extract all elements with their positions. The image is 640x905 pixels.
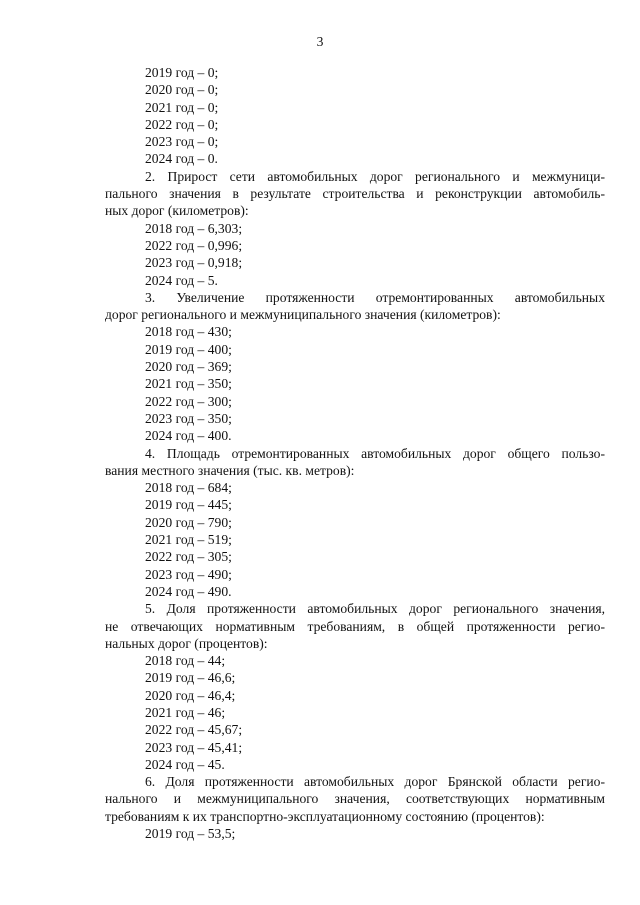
section-heading-line: 4. Площадь отремонтированных автомобильных дорог общего пользо- (145, 445, 605, 461)
year-value-line: 2020 год – 369; (145, 359, 232, 375)
year-value-line: 2024 год – 5. (145, 272, 218, 288)
year-value-line: 2023 год – 0,918; (145, 255, 243, 271)
year-value-line: 2020 год – 790; (145, 514, 232, 530)
section-heading-line: нального и межмуниципального значения, соответствующих нормативным (105, 791, 605, 807)
year-value-line: 2019 год – 0; (145, 65, 219, 80)
section-heading-line: требованиям к их транспортно-эксплуатационному состоянию (процентов): (105, 808, 545, 824)
section-heading-line: вания местного значения (тыс. кв. метров): (105, 462, 355, 478)
section-heading-line: 3. Увеличение протяженности отремонтированных автомобильных (145, 289, 605, 305)
year-value-line: 2022 год – 45,67; (145, 722, 243, 738)
section-heading-line: не отвечающих нормативным требованиям, в общей протяженности регио- (105, 618, 605, 634)
section-heading-line: пального значения в результате строительства и реконструкции автомобиль- (105, 186, 605, 202)
year-value-line: 2022 год – 300; (145, 393, 232, 409)
year-value-line: 2018 год – 6,303; (145, 220, 243, 236)
page-number: 3 (316, 34, 324, 49)
year-value-line: 2023 год – 45,41; (145, 739, 243, 755)
year-value-line: 2024 год – 45. (145, 756, 225, 772)
section-2 (105, 168, 605, 289)
year-value-line: 2019 год – 400; (145, 341, 232, 357)
section-heading-line: 6. Доля протяженности автомобильных дорог Брянской области регио- (145, 774, 605, 790)
year-value-line: 2022 год – 0; (145, 116, 219, 132)
year-value-line: 2020 год – 46,4; (145, 687, 236, 703)
year-value-line: 2021 год – 0; (145, 99, 219, 115)
document-body (105, 64, 605, 842)
year-value-line: 2018 год – 430; (145, 324, 232, 340)
year-value-line: 2020 год – 0; (145, 82, 219, 98)
year-value-line: 2021 год – 350; (145, 376, 232, 392)
section-heading-line: 5. Доля протяженности автомобильных дорог регионального значения, (145, 601, 605, 617)
section-heading-line: нальных дорог (процентов): (105, 635, 268, 651)
year-value-line: 2023 год – 490; (145, 566, 232, 582)
year-value-line: 2018 год – 44; (145, 653, 226, 669)
year-value-line: 2024 год – 400. (145, 428, 232, 444)
year-value-line: 2023 год – 350; (145, 410, 232, 426)
section-4 (105, 445, 605, 601)
section-heading-line: ных дорог (километров): (105, 203, 249, 219)
year-value-line: 2022 год – 305; (145, 549, 232, 565)
section-heading-line: дорог регионального и межмуниципального значения (километров): (105, 307, 501, 323)
section-heading-line: 2. Прирост сети автомобильных дорог регионального и межмуници- (145, 168, 605, 184)
section-6 (105, 773, 605, 842)
year-value-line: 2021 год – 519; (145, 532, 232, 548)
year-value-line: 2019 год – 445; (145, 497, 232, 513)
year-value-line: 2022 год – 0,996; (145, 237, 243, 253)
section-5 (105, 600, 605, 773)
year-value-line: 2019 год – 46,6; (145, 670, 236, 686)
year-value-line: 2019 год – 53,5; (145, 826, 236, 842)
year-value-line: 2023 год – 0; (145, 134, 219, 150)
section-3 (105, 289, 605, 445)
year-value-line: 2024 год – 490. (145, 583, 232, 599)
year-value-line: 2021 год – 46; (145, 704, 226, 720)
section-1 (105, 64, 605, 168)
year-value-line: 2018 год – 684; (145, 480, 232, 496)
year-value-line: 2024 год – 0. (145, 151, 218, 167)
